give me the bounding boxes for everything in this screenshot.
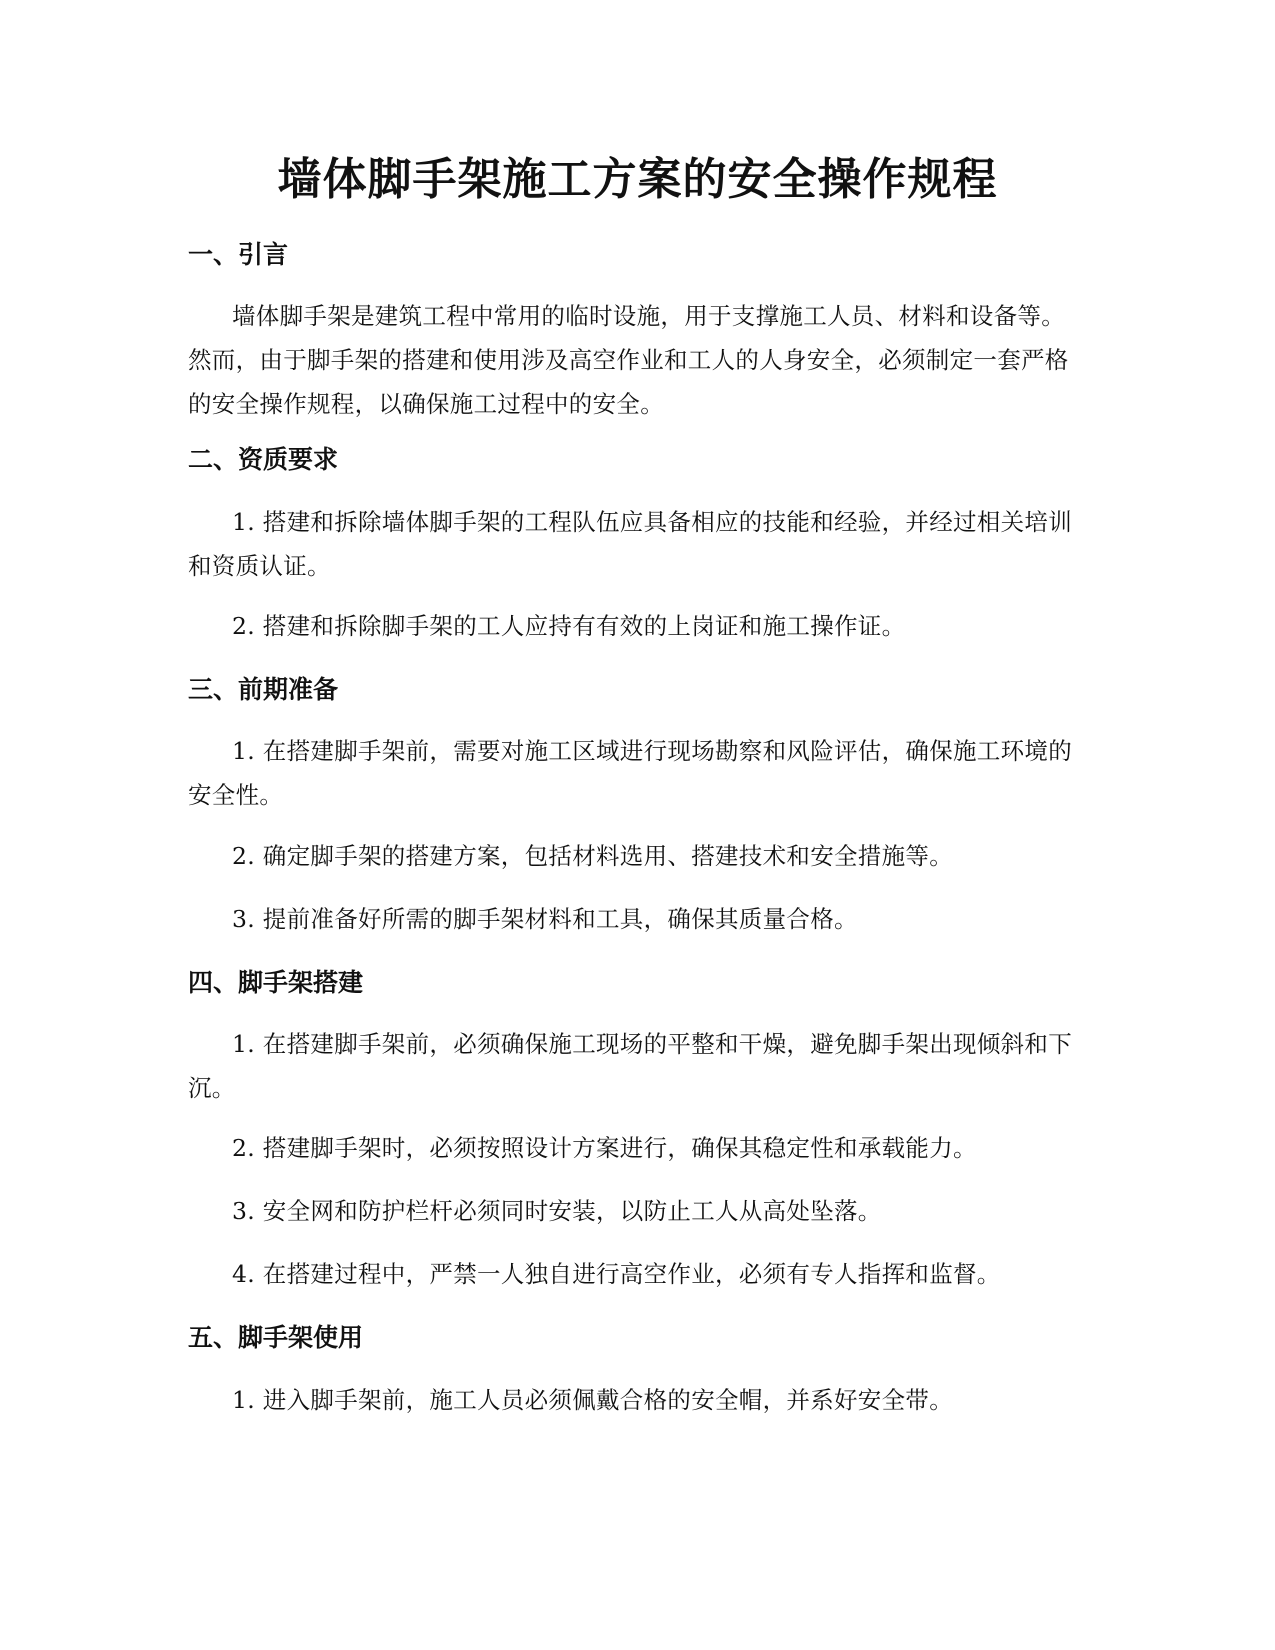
section-heading-qualification: [188, 443, 1088, 477]
list-item: 3. 安全网和防护栏杆必须同时安装，以防止工人从高处坠落。: [232, 1197, 882, 1225]
section-heading: 三、前期准备: [188, 675, 339, 704]
section-body-preparation-1: [188, 729, 1088, 817]
section-heading: 二、资质要求: [188, 445, 339, 474]
list-item: 4. 在搭建过程中，严禁一人独自进行高空作业，必须有专人指挥和监督。: [232, 1260, 1001, 1288]
section-body-preparation-3: [188, 897, 1088, 941]
list-item: 3. 提前准备好所需的脚手架材料和工具，确保其质量合格。: [232, 905, 858, 933]
section-heading-erection: [188, 966, 1088, 1000]
section-body-erection-4: [188, 1252, 1088, 1296]
list-item: 1. 在搭建脚手架前，需要对施工区域进行现场勘察和风险评估，确保施工环境的安全性。: [188, 737, 1072, 809]
section-heading-preparation: [188, 673, 1088, 707]
section-body-qualification-2: [188, 604, 1088, 648]
list-item: 1. 搭建和拆除墙体脚手架的工程队伍应具备相应的技能和经验，并经过相关培训和资质认证。: [188, 508, 1072, 580]
section-body-introduction: [188, 294, 1088, 426]
section-heading: 一、引言: [188, 240, 289, 269]
list-item: 1. 在搭建脚手架前，必须确保施工现场的平整和干燥，避免脚手架出现倾斜和下沉。: [188, 1030, 1072, 1102]
section-body-erection-3: [188, 1189, 1088, 1233]
section-heading: 五、脚手架使用: [188, 1323, 364, 1352]
list-item: 2. 搭建脚手架时，必须按照设计方案进行，确保其稳定性和承载能力。: [232, 1134, 977, 1162]
section-heading-introduction: [188, 238, 1088, 272]
list-item: 2. 确定脚手架的搭建方案，包括材料选用、搭建技术和安全措施等。: [232, 842, 953, 870]
section-body-erection-1: [188, 1022, 1088, 1110]
paragraph: 墙体脚手架是建筑工程中常用的临时设施，用于支撑施工人员、材料和设备等。然而，由于脚手架的搭建和使用涉及高空作业和工人的人身安全，必须制定一套严格的安全操作规程，以确保施工过程中的安全。: [188, 302, 1069, 418]
list-item: 1. 进入脚手架前，施工人员必须佩戴合格的安全帽，并系好安全带。: [232, 1386, 953, 1414]
section-body-qualification-1: [188, 500, 1088, 588]
section-body-erection-2: [188, 1126, 1088, 1170]
section-body-usage-1: [188, 1378, 1088, 1422]
list-item: 2. 搭建和拆除脚手架的工人应持有有效的上岗证和施工操作证。: [232, 612, 906, 640]
document-title: 墙体脚手架施工方案的安全操作规程: [277, 154, 998, 205]
section-heading-usage: [188, 1321, 1088, 1355]
section-heading: 四、脚手架搭建: [188, 968, 364, 997]
section-body-preparation-2: [188, 834, 1088, 878]
